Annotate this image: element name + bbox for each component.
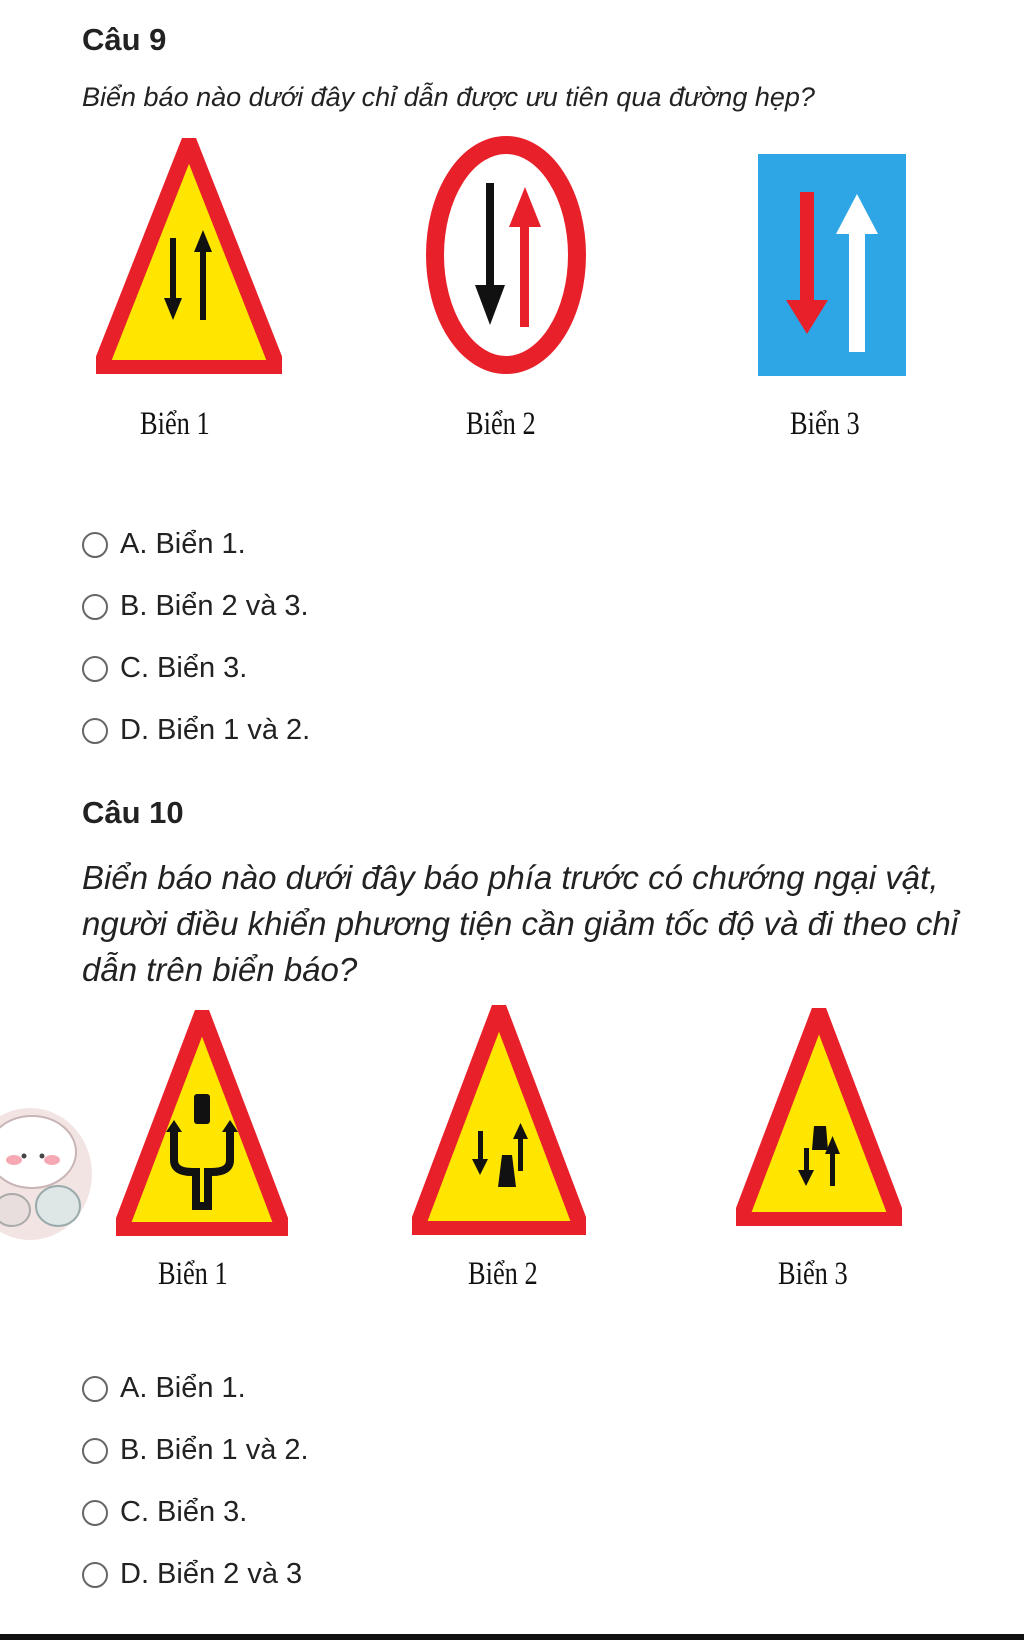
- radio-button[interactable]: [82, 594, 108, 620]
- cartoon-sticker-icon: [0, 1104, 94, 1244]
- question-10-text: Biển báo nào dưới đây báo phía trước có chướng ngại vật, người điều khiển phương tiện cần giảm tốc độ và đi theo chỉ dẫn trên biển báo?: [82, 859, 959, 988]
- q10-caption-3: Biển 3: [778, 1256, 848, 1292]
- radio-button[interactable]: [82, 718, 108, 744]
- question-9-title: Câu 9: [82, 22, 167, 57]
- q10-option-b[interactable]: [82, 1434, 309, 1467]
- q10-sign-2-obstacle-pass-right-icon: [412, 1005, 586, 1235]
- option-label: B. Biển 2 và 3.: [120, 590, 309, 622]
- q9-sign-2-give-way-oncoming-icon: [425, 135, 587, 375]
- q10-caption-2: Biển 2: [468, 1256, 538, 1292]
- radio-button[interactable]: [82, 1500, 108, 1526]
- q9-caption-2: Biển 2: [466, 406, 536, 442]
- option-label: A. Biển 1.: [120, 1372, 246, 1404]
- q10-option-a[interactable]: [82, 1372, 246, 1405]
- radio-button[interactable]: [82, 656, 108, 682]
- q10-option-d[interactable]: [82, 1558, 302, 1591]
- q10-caption-1: Biển 1: [158, 1256, 228, 1292]
- q9-option-d[interactable]: [82, 714, 310, 747]
- radio-button[interactable]: [82, 532, 108, 558]
- q9-caption-1: Biển 1: [140, 406, 210, 442]
- question-9-text: Biển báo nào dưới đây chỉ dẫn được ưu tiên qua đường hẹp?: [82, 82, 815, 112]
- radio-button[interactable]: [82, 1562, 108, 1588]
- option-label: C. Biển 3.: [120, 1496, 248, 1528]
- q9-option-a[interactable]: [82, 528, 246, 561]
- q9-sign-1-two-way-traffic-warning-icon: [96, 138, 282, 374]
- option-label: B. Biển 1 và 2.: [120, 1434, 309, 1466]
- radio-button[interactable]: [82, 1376, 108, 1402]
- q9-caption-3: Biển 3: [790, 406, 860, 442]
- option-label: D. Biển 2 và 3: [120, 1558, 303, 1590]
- bottom-border: [0, 1634, 1024, 1640]
- option-label: C. Biển 3.: [120, 652, 248, 684]
- q9-option-b[interactable]: [82, 590, 309, 623]
- radio-button[interactable]: [82, 1438, 108, 1464]
- q9-sign-3-priority-over-oncoming-icon: [758, 154, 906, 376]
- q9-option-c[interactable]: [82, 652, 247, 685]
- option-label: A. Biển 1.: [120, 528, 246, 560]
- option-label: D. Biển 1 và 2.: [120, 714, 311, 746]
- q10-sign-3-obstacle-pass-left-icon: [736, 1008, 902, 1226]
- q10-sign-1-road-divides-icon: [116, 1010, 288, 1236]
- q10-option-c[interactable]: [82, 1496, 247, 1529]
- question-10-title: Câu 10: [82, 795, 184, 830]
